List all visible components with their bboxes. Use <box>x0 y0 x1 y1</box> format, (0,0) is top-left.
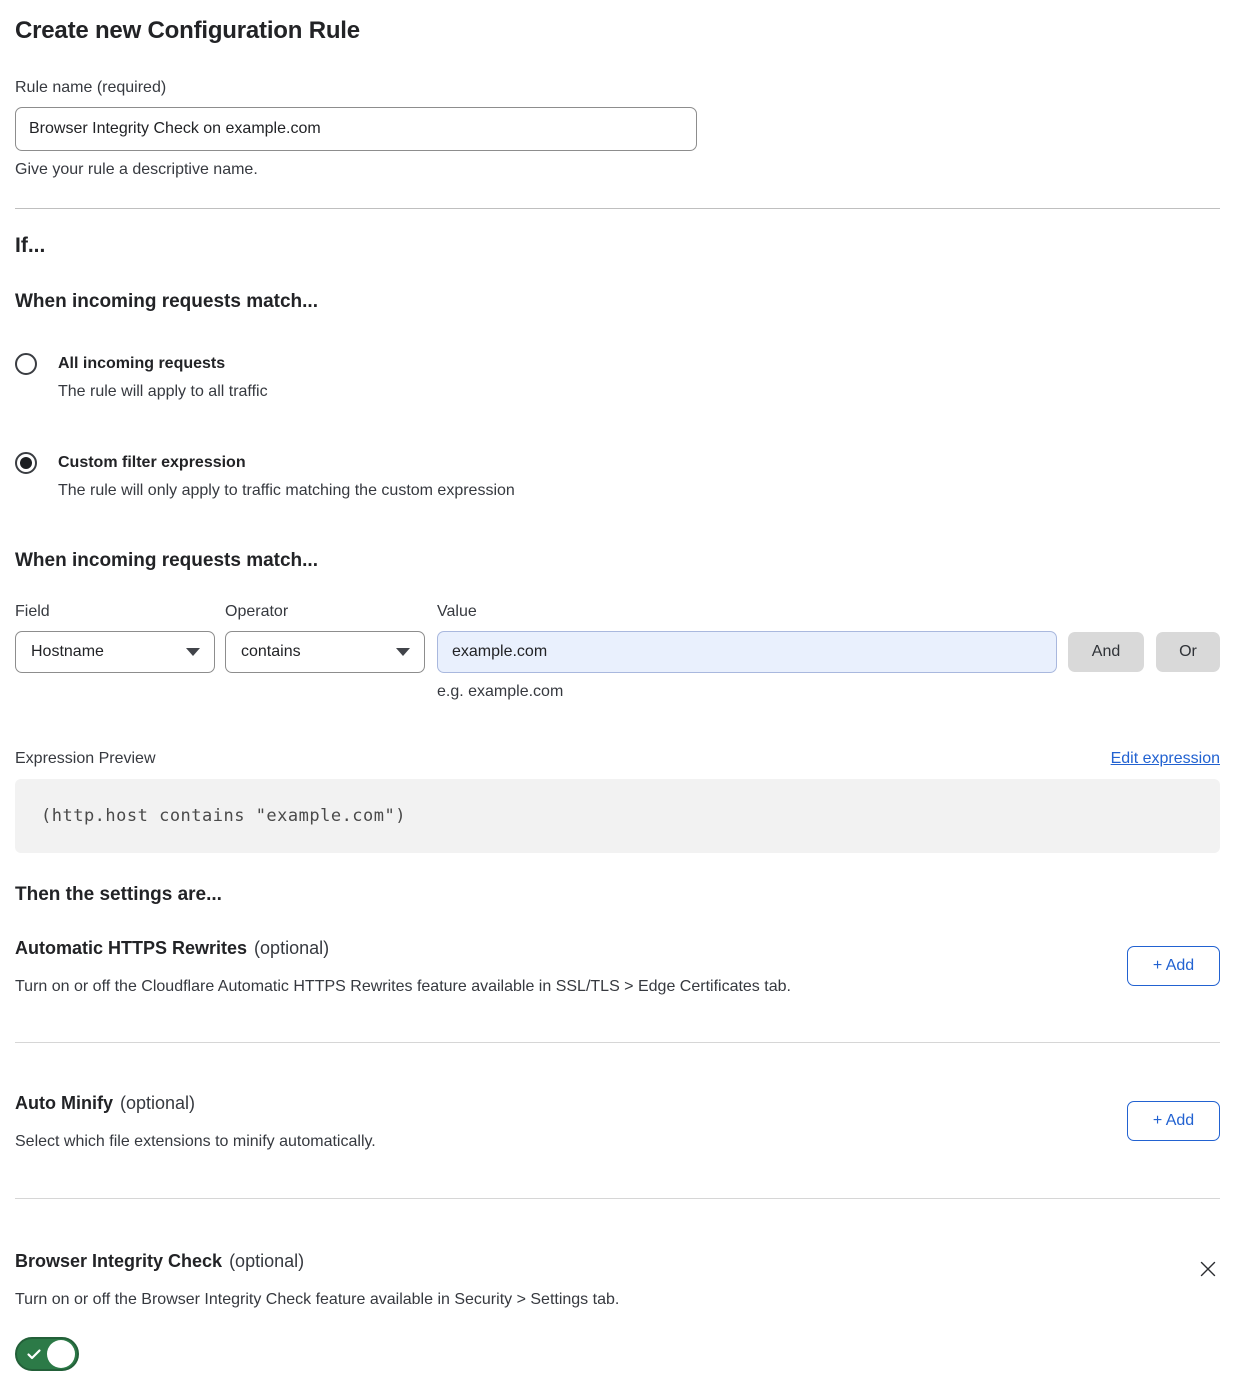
option-all-incoming-requests[interactable] <box>15 353 1220 403</box>
chevron-down-icon <box>186 648 200 656</box>
expression-builder-row <box>15 602 1220 701</box>
value-helper: e.g. example.com <box>437 683 564 700</box>
expression-preview-label: Expression Preview <box>15 750 156 767</box>
setting-texts <box>15 1092 376 1152</box>
expression-preview-header <box>15 748 1220 770</box>
edit-expression-link[interactable]: Edit expression <box>1110 750 1220 767</box>
operator-select[interactable] <box>225 631 425 673</box>
setting-title: Browser Integrity Check <box>15 1251 223 1271</box>
setting-automatic-https-rewrites <box>15 937 1220 997</box>
chevron-down-icon <box>396 648 410 656</box>
option-description: The rule will only apply to traffic matching the custom expression <box>58 482 515 499</box>
then-heading: Then the settings are... <box>15 884 222 905</box>
setting-texts <box>15 937 791 997</box>
expression-preview-box <box>15 779 1220 853</box>
value-input[interactable] <box>437 631 1057 673</box>
add-auto-minify-button[interactable]: + Add <box>1127 1101 1220 1141</box>
setting-title-line <box>15 937 791 960</box>
page-title: Create new Configuration Rule <box>15 17 360 44</box>
operator-column <box>225 602 425 673</box>
divider <box>15 1198 1220 1199</box>
option-texts <box>58 353 268 403</box>
field-select-value: Hostname <box>31 643 104 660</box>
toggle-knob[interactable] <box>47 1340 75 1368</box>
close-icon[interactable] <box>1196 1257 1220 1281</box>
field-label: Field <box>15 603 50 620</box>
radio-custom-filter-expression[interactable] <box>15 452 37 474</box>
builder-heading: When incoming requests match... <box>15 550 318 571</box>
and-button[interactable]: And <box>1068 632 1144 672</box>
or-button[interactable]: Or <box>1156 632 1220 672</box>
check-icon <box>26 1346 42 1362</box>
setting-auto-minify <box>15 1092 1220 1152</box>
setting-title-line <box>15 1092 376 1115</box>
option-description: The rule will apply to all traffic <box>58 383 268 400</box>
setting-description: Turn on or off the Cloudflare Automatic HTTPS Rewrites feature available in SSL/TLS > Edge Certificates tab. <box>15 978 791 995</box>
divider <box>15 1042 1220 1043</box>
setting-title-line <box>15 1250 619 1273</box>
setting-title: Auto Minify <box>15 1093 113 1113</box>
match-heading: When incoming requests match... <box>15 291 318 312</box>
radio-selected-dot <box>20 457 32 469</box>
setting-description: Select which file extensions to minify automatically. <box>15 1133 376 1150</box>
setting-optional: (optional) <box>119 1093 196 1113</box>
option-label: All incoming requests <box>58 355 226 372</box>
rule-name-helper: Give your rule a descriptive name. <box>15 161 258 178</box>
setting-texts <box>15 1250 619 1371</box>
setting-browser-integrity-check <box>15 1250 1220 1371</box>
if-heading: If... <box>15 234 46 257</box>
browser-integrity-check-toggle[interactable] <box>15 1337 79 1371</box>
field-column <box>15 602 215 673</box>
divider <box>15 208 1220 209</box>
option-custom-filter-expression[interactable] <box>15 452 1220 502</box>
expression-code: (http.host contains "example.com") <box>41 806 406 826</box>
option-label: Custom filter expression <box>58 454 246 471</box>
setting-optional: (optional) <box>254 938 330 958</box>
rule-name-input[interactable] <box>15 107 697 151</box>
value-label: Value <box>437 603 477 620</box>
field-select[interactable] <box>15 631 215 673</box>
option-texts <box>58 452 515 502</box>
setting-optional: (optional) <box>229 1251 305 1271</box>
operator-label: Operator <box>225 603 289 620</box>
value-column <box>437 602 1057 701</box>
operator-select-value: contains <box>241 643 301 660</box>
setting-description: Turn on or off the Browser Integrity Check feature available in Security > Settings tab. <box>15 1291 620 1308</box>
add-automatic-https-rewrites-button[interactable]: + Add <box>1127 946 1220 986</box>
radio-all-incoming-requests[interactable] <box>15 353 37 375</box>
setting-title: Automatic HTTPS Rewrites <box>15 938 248 958</box>
rule-name-label: Rule name (required) <box>15 79 167 96</box>
